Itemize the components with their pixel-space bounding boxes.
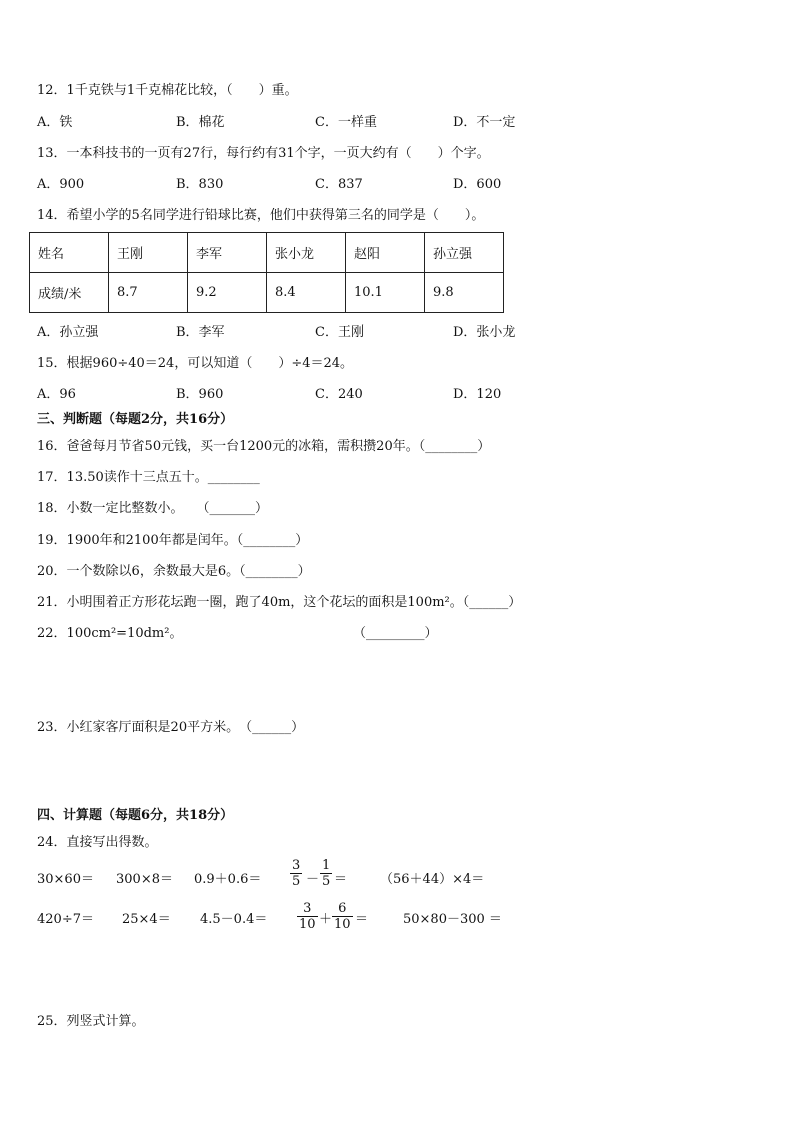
table-cell: 姓名 [30, 233, 109, 273]
q13-option-d: D．600 [453, 177, 502, 192]
question-19: 19．1900年和2100年都是闰年。（________） [37, 533, 309, 548]
q14-option-b: B．李军 [176, 325, 225, 340]
q14-option-a: A．孙立强 [37, 325, 99, 340]
table-cell: 8.7 [109, 273, 188, 313]
equals-sign: ＝ [355, 912, 369, 927]
q12-option-b: B．棉花 [176, 115, 225, 130]
fraction [332, 901, 353, 932]
calc-item: 0.9＋0.6＝ [194, 872, 262, 887]
question-16: 16．爸爸每月节省50元钱，买一台1200元的冰箱，需积攒20年。（________） [37, 439, 491, 454]
equals-sign: ＝ [334, 872, 348, 887]
fraction-numerator: 3 [303, 901, 312, 916]
table-cell: 9.8 [425, 273, 504, 313]
q13-option-c: C．837 [315, 177, 363, 192]
q12-option-d: D．不一定 [453, 115, 516, 130]
table-cell: 赵阳 [346, 233, 425, 273]
q14-option-c: C．王刚 [315, 325, 364, 340]
operator: － [306, 872, 320, 887]
q15-option-c: C．240 [315, 387, 363, 402]
score-table [29, 232, 504, 313]
fraction-denominator: 5 [292, 874, 301, 889]
section-4-title: 四、计算题（每题6分，共18分） [37, 808, 234, 823]
fraction-numerator: 3 [292, 858, 301, 873]
q15-option-b: B．960 [176, 387, 224, 402]
q13-option-a: A．900 [37, 177, 85, 192]
question-17: 17．13.50读作十三点五十。________ [37, 470, 260, 485]
calc-item: （56＋44）×4＝ [380, 872, 485, 887]
calc-item: 30×60＝ [37, 872, 94, 887]
q15-option-a: A．96 [37, 387, 76, 402]
question-25: 25．列竖式计算。 [37, 1014, 145, 1029]
question-22: 22．100cm²=10dm²。 [37, 626, 183, 641]
fraction-denominator: 10 [299, 917, 316, 932]
question-12: 12．1千克铁与1千克棉花比较，（ ）重。 [37, 83, 298, 98]
fraction [290, 858, 302, 889]
table-cell: 王刚 [109, 233, 188, 273]
table-cell: 张小龙 [267, 233, 346, 273]
operator: ＋ [319, 912, 333, 927]
fraction [320, 858, 332, 889]
table-cell: 李军 [188, 233, 267, 273]
question-15: 15．根据960÷40＝24，可以知道（ ）÷4＝24。 [37, 356, 354, 371]
question-24: 24．直接写出得数。 [37, 835, 158, 850]
table-cell: 10.1 [346, 273, 425, 313]
fraction [297, 901, 318, 932]
calc-item: 4.5－0.4＝ [200, 912, 268, 927]
question-22-answer-blank: （_________） [353, 626, 438, 641]
table-cell: 9.2 [188, 273, 267, 313]
calc-item: 300×8＝ [116, 872, 173, 887]
calc-item: 420÷7＝ [37, 912, 94, 927]
table-cell: 成绩/米 [30, 273, 109, 313]
q12-option-c: C．一样重 [315, 115, 377, 130]
fraction-numerator: 1 [322, 858, 331, 873]
question-21: 21．小明围着正方形花坛跑一圈，跑了40m，这个花坛的面积是100m²。（______） [37, 595, 522, 610]
section-3-title: 三、判断题（每题2分，共16分） [37, 412, 234, 427]
score-table-data-row [30, 273, 504, 313]
table-cell: 孙立强 [425, 233, 504, 273]
calc-item: 50×80－300 ＝ [403, 912, 502, 927]
question-23: 23．小红家客厅面积是20平方米。 （______） [37, 720, 305, 735]
q13-option-b: B．830 [176, 177, 224, 192]
question-20: 20．一个数除以6，余数最大是6。（________） [37, 564, 311, 579]
question-18: 18．小数一定比整数小。 （_______） [37, 501, 269, 516]
q15-option-d: D．120 [453, 387, 502, 402]
q14-option-d: D．张小龙 [453, 325, 516, 340]
question-14: 14．希望小学的5名同学进行铅球比赛，他们中获得第三名的同学是（ ）。 [37, 208, 485, 223]
q12-option-a: A．铁 [37, 115, 73, 130]
fraction-numerator: 6 [338, 901, 347, 916]
fraction-denominator: 10 [334, 917, 351, 932]
question-13: 13．一本科技书的一页有27行，每行约有31个字，一页大约有（ ）个字。 [37, 146, 490, 161]
table-cell: 8.4 [267, 273, 346, 313]
fraction-denominator: 5 [322, 874, 331, 889]
calc-item: 25×4＝ [122, 912, 171, 927]
score-table-header-row [30, 233, 504, 273]
